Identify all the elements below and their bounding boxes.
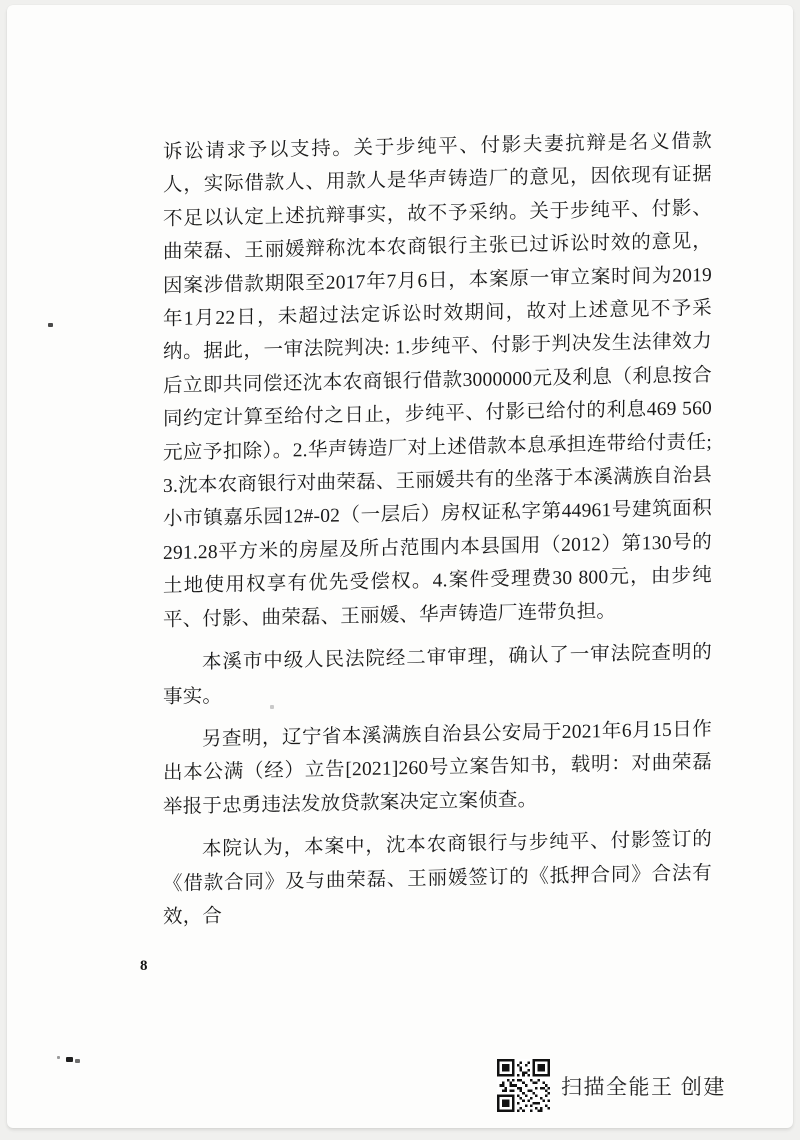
document-body bbox=[163, 125, 712, 934]
qr-code-icon bbox=[497, 1059, 550, 1112]
scanner-watermark-label: 扫描全能王 创建 bbox=[561, 1075, 726, 1099]
scan-speck bbox=[66, 1057, 73, 1062]
scan-speck bbox=[57, 1056, 60, 1059]
scan-speck bbox=[75, 1059, 80, 1063]
second-instance-confirmation-paragraph: 本溪市中级人民法院经二审审理，确认了一审法院查明的事实。 bbox=[163, 642, 712, 708]
additional-findings-paragraph: 另查明，辽宁省本溪满族自治县公安局于2021年6月15日作出本公满（经）立告[2021]260号立案告知书，载明：对曲荣磊举报于忠勇违法发放贷款案决定立案侦查。 bbox=[163, 718, 712, 818]
scanned-document-page bbox=[7, 5, 793, 1128]
court-opinion-paragraph: 本院认为，本案中，沈本农商银行与步纯平、付影签订的《借款合同》及与曲荣磊、王丽媛签订的《抵押合同》合法有效，合 bbox=[163, 829, 712, 928]
page-number: 8 bbox=[140, 958, 148, 974]
scanner-watermark bbox=[497, 1059, 726, 1112]
scan-speck bbox=[270, 705, 274, 709]
judgment-paragraph-continued: 诉讼请求予以支持。关于步纯平、付影夫妻抗辩是名义借款人，实际借款人、用款人是华声铸造厂的意见，因依现有证据不足以认定上述抗辩事实，故不予采纳。关于步纯平、付影、曲荣磊、王丽媛辩称沈本农商银行主张已过诉讼时效的意见，因案涉借款期限至2017年7月6日，本案原一审立案时间为2019年1月22日，未超过法定诉讼时效期间，故对上述意见不予采纳。据此，一审法院判决: 1.步纯平、付影于判决发生法律效力后立即共同偿还沈本农商银行借款3000000元及利息（利息按合同约定计算至给付之日止，步纯平、付影已给付的利息469 560元应予扣除）。2.华声铸造厂对上述借款本息承担连带给付责任; 3.沈本农商银行对曲荣磊、王丽媛共有的坐落于本溪满族自治县小市镇嘉乐园12#-02（一层后）房权证私字第44961号建筑面积291.28平方米的房屋及所占范围内本县国用（2012）第130号的土地使用权享有优先受偿权。4.案件受理费30 800元，由步纯平、付影、曲荣磊、王丽媛、华声铸造厂连带负担。 bbox=[163, 130, 712, 631]
scan-speck bbox=[48, 323, 53, 327]
